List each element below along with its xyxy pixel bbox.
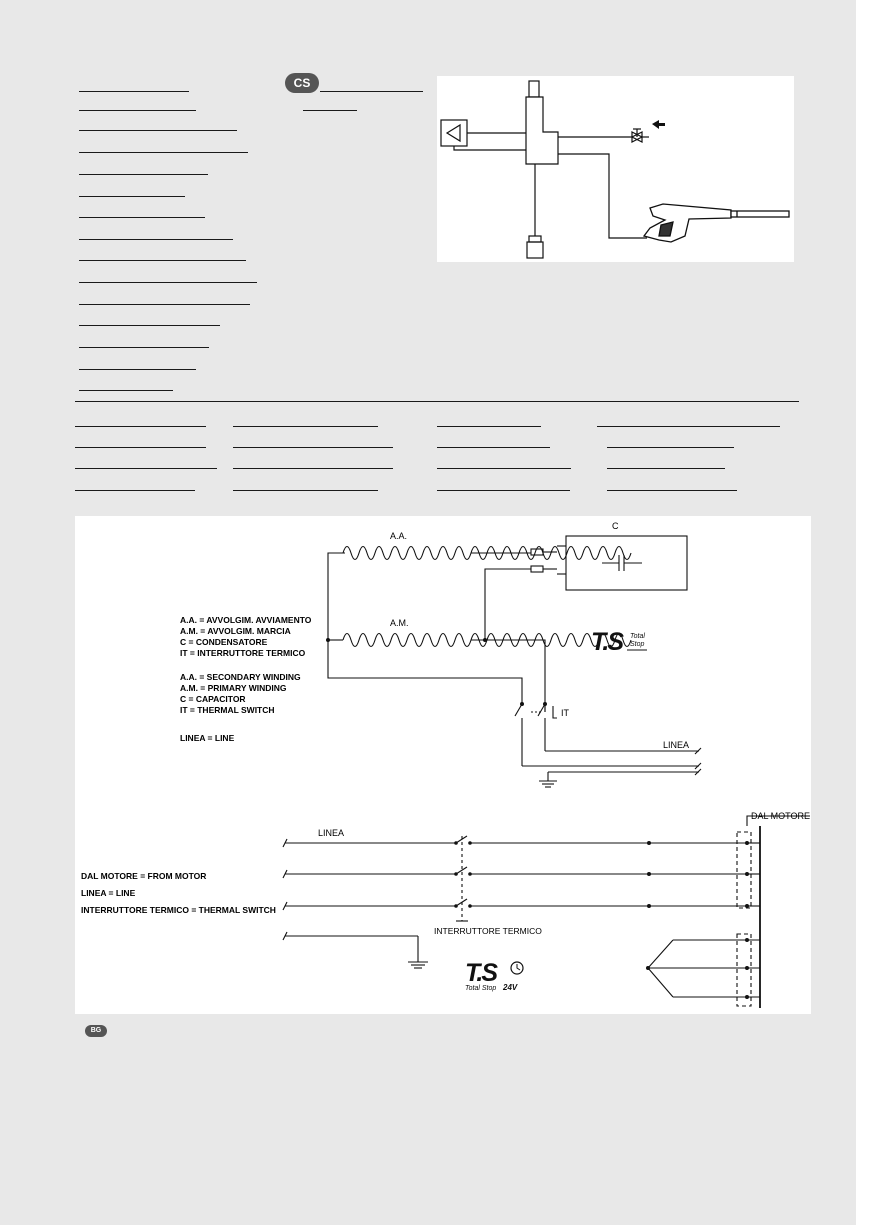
blank-line [79,110,196,111]
blank-line [79,369,196,370]
blank-line [437,426,541,427]
blank-line [437,490,570,491]
blank-line [233,426,378,427]
hydraulic-diagram [437,76,794,262]
legend-line: A.A. = AVVOLGIM. AVVIAMENTO [180,615,312,625]
blank-line [437,468,571,469]
blank-line [607,468,725,469]
blank-line [79,260,246,261]
inlet-arrow-icon [652,120,665,129]
language-badge-cs: CS [285,73,319,93]
legend-diagram-2 [81,871,276,915]
logo-sub: Stop [630,641,645,648]
label-c: C [612,521,619,531]
blank-line [75,490,195,491]
blank-line [233,447,393,448]
legend-line: LINEA = LINE [180,733,235,743]
blank-line [607,490,737,491]
legend-diagram-1 [180,615,312,743]
legend-line: A.A. = SECONDARY WINDING [180,672,301,682]
label-aa: A.A. [390,531,408,541]
language-badge-bg: BG [85,1025,107,1037]
blank-line [79,390,173,391]
blank-line [79,91,189,92]
total-stop-24v-logo [465,959,523,992]
logo-sub: Total [630,633,645,640]
legend-line: INTERRUTTORE TERMICO = THERMAL SWITCH [81,905,276,915]
filter-icon [527,236,543,258]
logo-sub: 24V [503,983,518,992]
legend-line: C = CAPACITOR [180,694,246,704]
blank-line [79,152,248,153]
blank-line [437,447,550,448]
blank-line [79,196,185,197]
legend-line: DAL MOTORE = FROM MOTOR [81,871,207,881]
legend-line: C = CONDENSATORE [180,637,268,647]
blank-line [607,447,734,448]
spray-gun-icon [644,204,789,242]
blank-line [79,325,220,326]
label-interruttore: INTERRUTTORE TERMICO [434,926,542,936]
legend-line: A.M. = AVVOLGIM. MARCIA [180,626,291,636]
clock-icon [511,962,523,974]
blank-line [75,447,206,448]
label-it: IT [561,708,569,718]
valve-icon [632,129,642,142]
blank-line [79,174,208,175]
blank-line [79,347,209,348]
blank-line [79,217,205,218]
logo-main: T.S [465,959,497,987]
section-divider [75,401,799,402]
logo-main: T.S [591,628,623,656]
blank-line [320,91,423,92]
blank-line [79,282,257,283]
blank-line [303,110,357,111]
total-stop-logo [591,628,647,656]
label-linea-2: LINEA [318,828,345,838]
blank-line [75,468,217,469]
blank-line [233,468,393,469]
blank-line [79,239,233,240]
legend-line: IT = THERMAL SWITCH [180,705,275,715]
blank-line [233,490,378,491]
blank-line [597,426,780,427]
logo-sub: Total Stop [465,985,497,992]
legend-line: LINEA = LINE [81,888,136,898]
pressure-gauge-icon [441,120,467,146]
label-am: A.M. [390,618,409,628]
blank-line [79,130,237,131]
label-linea: LINEA [663,740,690,750]
wiring-diagrams-panel [75,516,811,1014]
legend-line: IT = INTERRUTTORE TERMICO [180,648,306,658]
blank-line [79,304,250,305]
legend-line: A.M. = PRIMARY WINDING [180,683,287,693]
label-dal-motore: DAL MOTORE [751,811,811,821]
blank-line [75,426,206,427]
